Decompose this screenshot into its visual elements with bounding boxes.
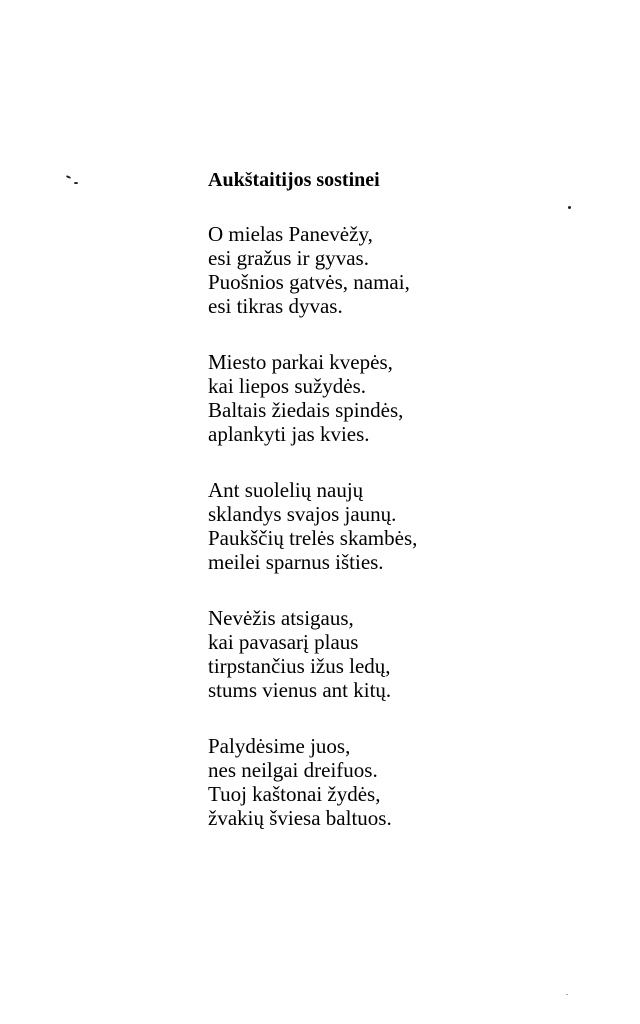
scan-speck bbox=[74, 182, 78, 184]
poem-line: Miesto parkai kvepės, bbox=[208, 350, 393, 374]
poem-line: meilei sparnus išties. bbox=[208, 550, 384, 574]
poem-line: tirpstančius ižus ledų, bbox=[208, 654, 391, 678]
stanza-3 bbox=[208, 478, 608, 574]
poem-line: Ant suolelių naujų bbox=[208, 478, 364, 502]
poem-line: Puošnios gatvės, namai, bbox=[208, 270, 410, 294]
scan-speck bbox=[566, 994, 568, 995]
stanza-2 bbox=[208, 350, 608, 446]
poem-line: nes neilgai dreifuos. bbox=[208, 758, 378, 782]
stanza-4 bbox=[208, 606, 608, 702]
poem-line: Baltais žiedais spindės, bbox=[208, 398, 404, 422]
poem-line: Palydėsime juos, bbox=[208, 734, 351, 758]
poem bbox=[208, 168, 608, 862]
poem-title: Aukštaitijos sostinei bbox=[208, 169, 380, 191]
poem-line: esi tikras dyvas. bbox=[208, 294, 343, 318]
poem-line: Paukščių trelės skambės, bbox=[208, 526, 418, 550]
poem-line: sklandys svajos jaunų. bbox=[208, 502, 397, 526]
poem-line: esi gražus ir gyvas. bbox=[208, 246, 369, 270]
poem-line: kai pavasarį plaus bbox=[208, 630, 359, 654]
stanza-5 bbox=[208, 734, 608, 830]
poem-line: O mielas Panevėžy, bbox=[208, 222, 373, 246]
poem-line: aplankyti jas kvies. bbox=[208, 422, 370, 446]
poem-line: stums vienus ant kitų. bbox=[208, 678, 392, 702]
poem-line: Nevėžis atsigaus, bbox=[208, 606, 354, 630]
stanza-1 bbox=[208, 222, 608, 318]
scan-speck bbox=[66, 175, 71, 179]
poem-line: kai liepos sužydės. bbox=[208, 374, 367, 398]
poem-line: Tuoj kaštonai žydės, bbox=[208, 782, 381, 806]
poem-line: žvakių šviesa baltuos. bbox=[208, 806, 392, 830]
